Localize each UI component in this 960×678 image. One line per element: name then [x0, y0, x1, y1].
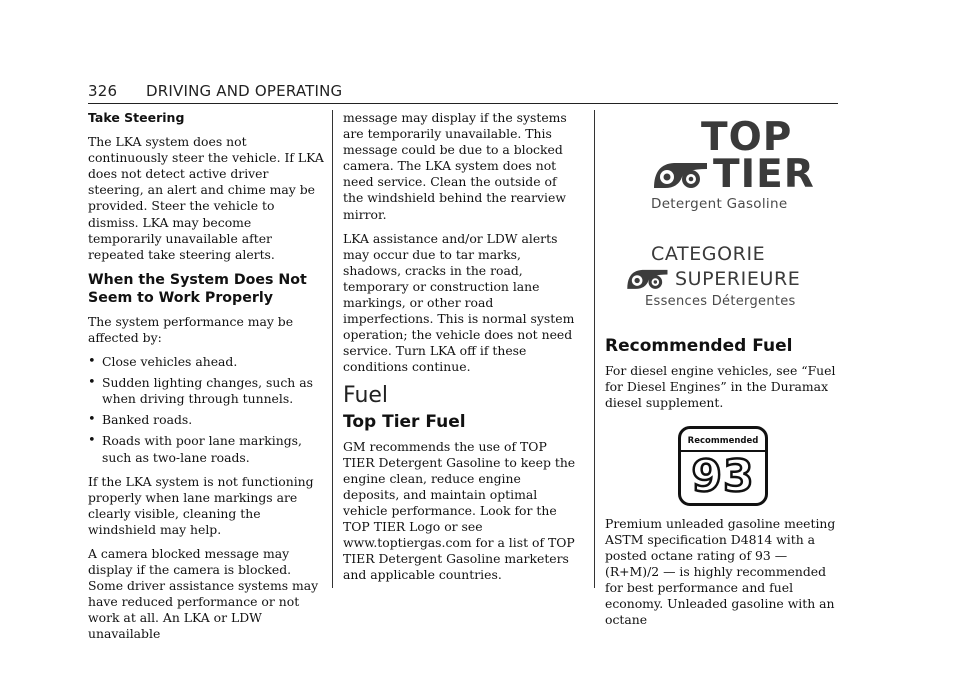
octane-number: 93 [691, 450, 755, 502]
alerts-paragraph: LKA assistance and/or LDW alerts may occur due to tar marks, shadows, cracks in the road, temporary or construction lane markings, or other road imperfections. This is normal system operation; the vehicle does not need service. Turn LKA off if these conditions continue. [343, 230, 575, 375]
affected-intro: The system performance may be affected by: [88, 313, 294, 345]
affected-list [88, 354, 324, 466]
badge-label: Recommended [687, 435, 759, 446]
swirl-icon [625, 266, 669, 292]
take-steering-heading: Take Steering [88, 110, 185, 125]
not-work-heading: When the System Does Not Seem to Work Properly [88, 271, 307, 306]
top-tier-paragraph: GM recommends the use of TOP TIER Detergent Gasoline to keep the engine clean, reduce engine deposits, and maintain optimal vehicle performance. Look for the TOP TIER Logo or see www.toptiergas.com for a list of TOP TIER Detergent Gasoline marketers and applicable countries. [343, 438, 576, 583]
column-2 [343, 110, 579, 592]
logo-top-text: TOP [701, 115, 793, 160]
section-title: DRIVING AND OPERATING [146, 82, 343, 100]
logo-fr-subtitle: Essences Détergentes [645, 294, 796, 310]
column-divider-1 [332, 110, 333, 588]
column-1 [88, 110, 324, 651]
logo-categorie-text: CATEGORIE [651, 243, 766, 266]
categorie-superieure-logo [625, 242, 835, 310]
recommended-paragraph: For diesel engine vehicles, see “Fuel for Diesel Engines” in the Duramax diesel supplement. [605, 363, 836, 411]
fuel-heading: Fuel [343, 382, 389, 408]
list-item: • Close vehicles ahead. [88, 354, 324, 370]
logo-subtitle: Detergent Gasoline [651, 196, 788, 212]
top-tier-logo [651, 115, 831, 212]
recommended-fuel-heading: Recommended Fuel [605, 336, 793, 357]
top-tier-heading: Top Tier Fuel [343, 411, 466, 432]
page-header [88, 82, 838, 100]
swirl-icon [651, 158, 709, 192]
camera-blocked-paragraph: A camera blocked message may display if the camera is blocked. Some driver assistance systems may have reduced performance or not work at all. An LKA or LDW unavailable [88, 545, 319, 642]
logo-superieure-text: SUPERIEURE [675, 268, 801, 291]
continued-paragraph: message may display if the systems are temporarily unavailable. This message could be due to a blocked camera. The LKA system does not need service. Clean the outside of the windshield behind the rearview mirror. [343, 110, 567, 222]
page-number: 326 [88, 82, 118, 100]
list-item: • Banked roads. [88, 412, 324, 428]
octane-label-badge [678, 426, 768, 506]
list-item: • Roads with poor lane markings, such as two-lane roads. [88, 433, 324, 465]
column-divider-2 [594, 110, 595, 588]
column-3 [605, 110, 837, 636]
not-functioning-paragraph: If the LKA system is not functioning properly when lane markings are clearly visible, cleaning the windshield may help. [88, 473, 314, 537]
header-rule [88, 103, 838, 104]
premium-paragraph: Premium unleaded gasoline meeting ASTM specification D4814 with a posted octane rating of 93 — (R+M)/2 — is highly recommended for best performance and fuel economy. Unleaded gasoline with an octane [605, 515, 836, 628]
list-item: • Sudden lighting changes, such as when driving through tunnels. [88, 375, 324, 407]
logo-tier-text: TIER [713, 152, 815, 197]
take-steering-paragraph: The LKA system does not continuously steer the vehicle. If LKA does not detect active driver steering, an alert and chime may be provided. Steer the vehicle to dismiss. LKA may become temporarily unavailable after repeated take steering alerts. [88, 134, 324, 262]
